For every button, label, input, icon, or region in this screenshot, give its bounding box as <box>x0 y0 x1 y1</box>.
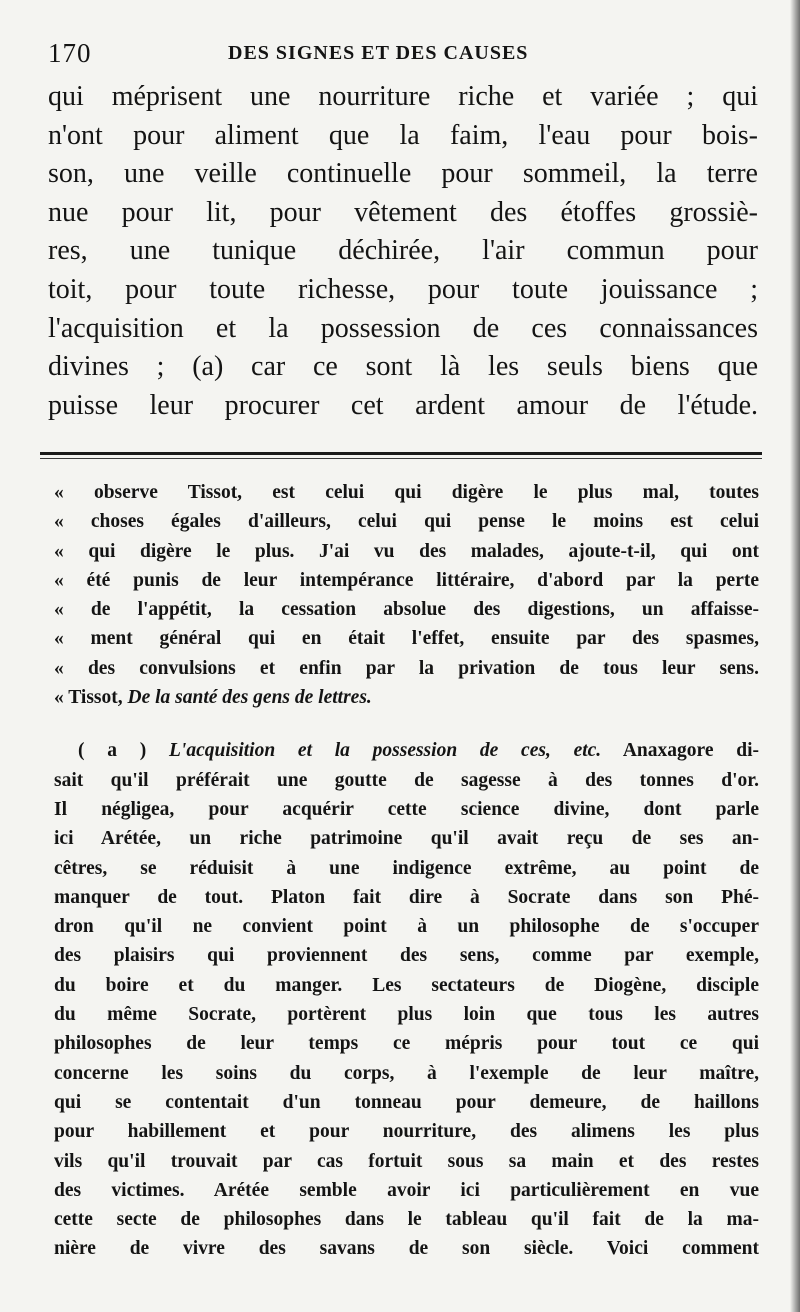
footnote-a-line: du même Socrate, portèrent plus loin que tous les autres <box>54 1004 759 1026</box>
footnote-a-lemma: L'acquisition et la possession de ces, etc. <box>168 740 602 762</box>
footnote-separator-thin-rule <box>40 458 762 459</box>
footnote-quote-line: « ment général qui en était l'effet, ensuite par des spasmes, <box>54 628 759 650</box>
footnote-quote-line: « été punis de leur intempérance littéraire, d'abord par la perte <box>54 569 759 591</box>
citation-title: De la santé des gens de lettres. <box>127 687 372 709</box>
main-text-line: nue pour lit, pour vêtement des étoffes grossiè- <box>48 196 758 228</box>
footnote-a-line: ici Arétée, un riche patrimoine qu'il avait reçu de ses an- <box>54 828 759 850</box>
footnote-quote-line: « qui digère le plus. J'ai vu des malades, ajoute-t-il, qui ont <box>54 540 759 562</box>
footnote-quote-line: « choses égales d'ailleurs, celui qui pense le moins est celui <box>54 511 759 533</box>
main-text-line: divines ; (a) car ce sont là les seuls biens que <box>48 351 758 383</box>
footnote-gap <box>54 712 759 736</box>
page-edge-shadow <box>790 0 800 1312</box>
main-text-line: toit, pour toute richesse, pour toute jouissance ; <box>48 273 758 305</box>
footnote-a-line: philosophes de leur temps ce mépris pour tout ce qui <box>54 1033 759 1055</box>
footnotes <box>54 478 759 1264</box>
main-text-line: res, une tunique déchirée, l'air commun pour <box>48 235 758 267</box>
footnote-a-line: concerne les soins du corps, à l'exemple de leur maître, <box>54 1062 759 1084</box>
footnote-a-line: des plaisirs qui proviennent des sens, comme par exemple, <box>54 945 759 967</box>
footnote-a-line: cêtres, se réduisit à une indigence extrême, au point de <box>54 857 759 879</box>
footnote-quote-line: « des convulsions et enfin par la privation de tous leur sens. <box>54 657 759 679</box>
footnote-a-first-line <box>54 736 759 765</box>
main-text-line: son, une veille continuelle pour sommeil, la terre <box>48 158 758 190</box>
footnote-a-first-line-rest: Anaxagore di- <box>622 740 759 762</box>
main-text-line: n'ont pour aliment que la faim, l'eau pour bois- <box>48 119 758 151</box>
footnote-quote-line: « de l'appétit, la cessation absolue des digestions, un affaisse- <box>54 599 759 621</box>
footnote-a-line: du boire et du manger. Les sectateurs de Diogène, disciple <box>54 974 759 996</box>
footnote-separator-rule <box>40 452 762 455</box>
footnote-a-line: pour habillement et pour nourriture, des alimens les plus <box>54 1121 759 1143</box>
footnote-a-line: dron qu'il ne convient point à un philosophe de s'occuper <box>54 916 759 938</box>
main-text-line: l'acquisition et la possession de ces connaissances <box>48 312 758 344</box>
main-text-line: qui méprisent une nourriture riche et variée ; qui <box>48 81 758 112</box>
citation-author: « Tissot, <box>54 687 123 709</box>
page-number: 170 <box>48 38 92 68</box>
footnote-citation <box>54 683 759 712</box>
footnote-a-line: des victimes. Arétée semble avoir ici particulièrement en vue <box>54 1179 759 1201</box>
running-title: DES SIGNES ET DES CAUSES <box>228 42 529 64</box>
footnote-a-line: nière de vivre des savans de son siècle. Voici comment <box>54 1238 759 1260</box>
page-header <box>48 38 758 72</box>
main-text-line: puisse leur procurer cet ardent amour de l'étude. <box>48 389 758 421</box>
footnote-a-line: Il négligea, pour acquérir cette science divine, dont parle <box>54 798 759 820</box>
main-text <box>48 78 758 425</box>
footnote-a-marker: ( a ) <box>78 740 147 762</box>
footnote-a-line: cette secte de philosophes dans le tableau qu'il fait de la ma- <box>54 1209 759 1231</box>
footnote-a-line: qui se contentait d'un tonneau pour demeure, de haillons <box>54 1091 759 1113</box>
footnote-a-line: manquer de tout. Platon fait dire à Socrate dans son Phé- <box>54 886 759 908</box>
footnote-a-line: vils qu'il trouvait par cas fortuit sous sa main et des restes <box>54 1150 759 1172</box>
footnote-quote-line: « observe Tissot, est celui qui digère le plus mal, toutes <box>54 482 759 503</box>
footnote-a-line: sait qu'il préférait une goutte de sagesse à des tonnes d'or. <box>54 769 759 791</box>
